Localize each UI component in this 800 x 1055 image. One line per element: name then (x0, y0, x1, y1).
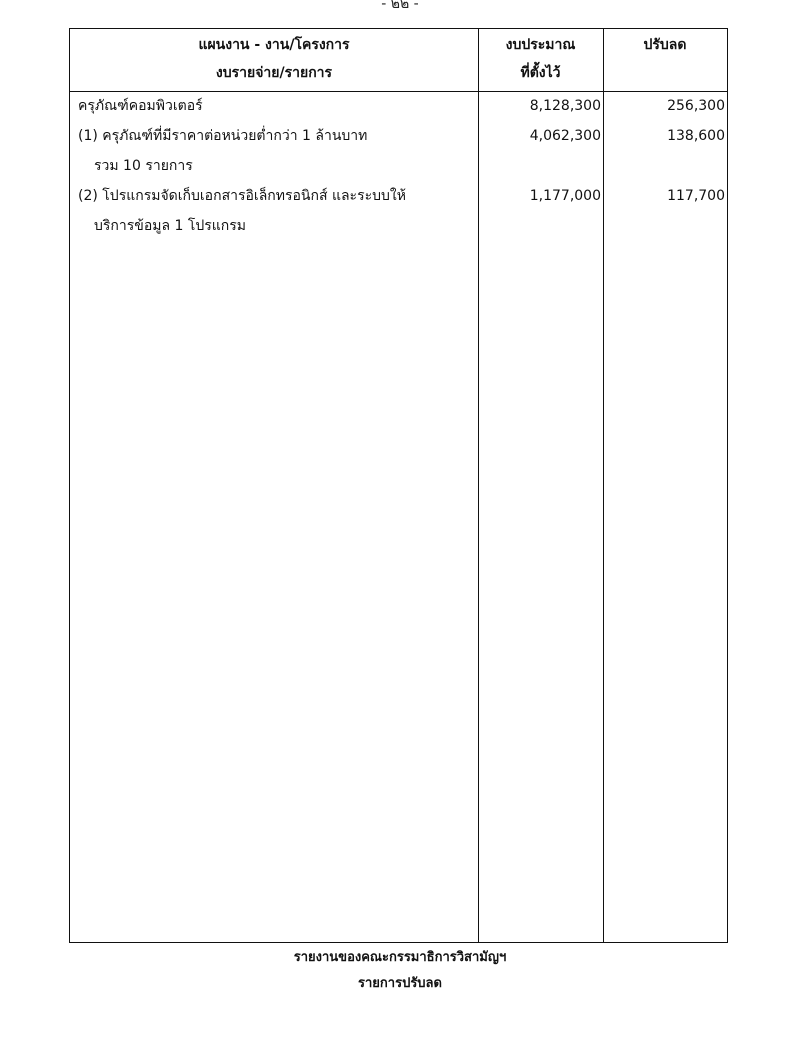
row-reduction: 117,700 (667, 188, 725, 204)
page-number: - ๒๒ - (381, 0, 419, 12)
footer-reduction-list: รายการปรับลด (358, 976, 442, 991)
row-label-line1: ครุภัณฑ์คอมพิวเตอร์ (78, 98, 203, 114)
table-body (70, 91, 727, 241)
header-plan-project (70, 31, 478, 87)
row-reduction: 256,300 (667, 98, 725, 114)
header-budget-line1: งบประมาณ (505, 37, 576, 53)
row-budget: 8,128,300 (529, 98, 601, 114)
row-budget: 1,177,000 (529, 188, 601, 204)
row-label-line2: รวม 10 รายการ (94, 158, 193, 174)
header-reduction-line1: ปรับลด (643, 37, 687, 53)
row-reduction: 138,600 (667, 128, 725, 144)
header-budget-line2: ที่ตั้งไว้ (520, 65, 561, 81)
header-plan-project-line1: แผนงาน - งาน/โครงการ (198, 37, 350, 53)
header-budget (478, 31, 603, 87)
row-label (78, 91, 476, 121)
row-label-line1: (2) โปรแกรมจัดเก็บเอกสารอิเล็กทรอนิกส์ และระบบให้ (78, 188, 406, 204)
row-label (78, 181, 476, 241)
row-label (78, 121, 476, 181)
row-label-line1: (1) ครุภัณฑ์ที่มีราคาต่อหน่วยต่ำกว่า 1 ล้านบาท (78, 128, 368, 144)
header-reduction (603, 31, 727, 59)
table-row (70, 121, 727, 181)
budget-table (69, 28, 728, 943)
row-budget: 4,062,300 (529, 128, 601, 144)
row-label-line2: บริการข้อมูล 1 โปรแกรม (94, 218, 247, 234)
header-plan-project-line2: งบรายจ่าย/รายการ (215, 65, 333, 81)
footer-committee-report: รายงานของคณะกรรมาธิการวิสามัญฯ (293, 950, 507, 965)
table-row (70, 181, 727, 241)
table-row (70, 91, 727, 121)
